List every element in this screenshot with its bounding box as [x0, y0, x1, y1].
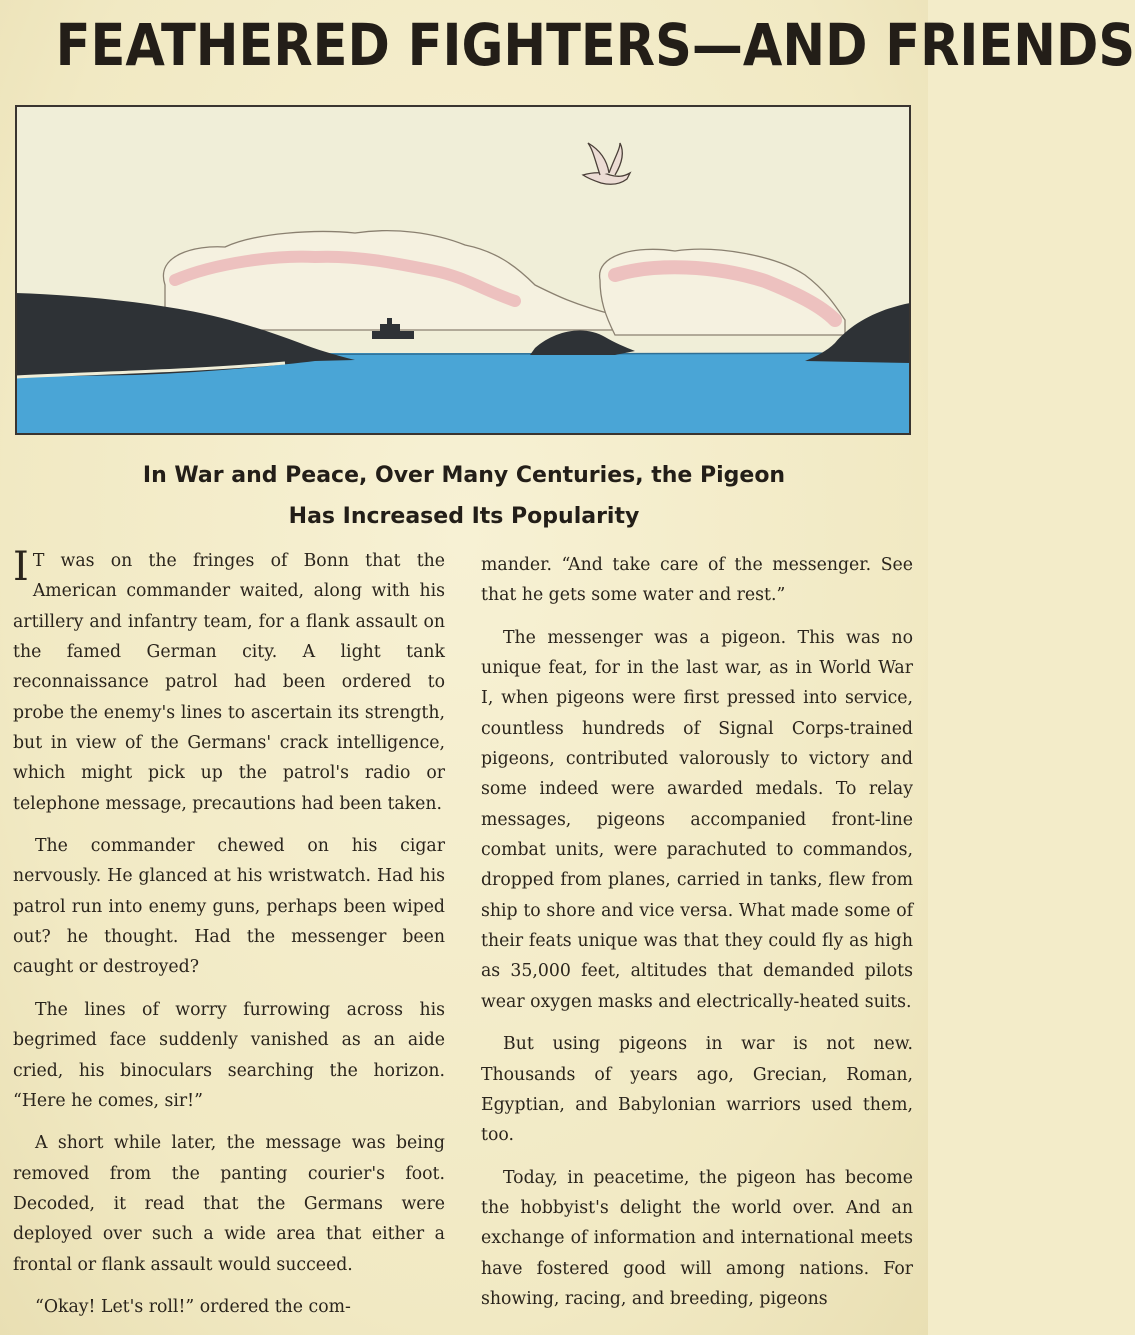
- subtitle-line-1: In War and Peace, Over Many Centuries, the Pigeon: [142, 463, 786, 488]
- left-column: [13, 546, 445, 1326]
- paragraph: mander. “And take care of the messenger. See that he gets some water and rest.”: [481, 555, 913, 606]
- seascape-illustration: [15, 105, 911, 435]
- paragraph-text: T was on the fringes of Bonn that the American commander waited, along with his artillery and infantry team, for a flank assault on the famed German city. A light tank reconnaissance patrol had been ordered to probe the enemy's lines to ascertain its strength, but in view of the Germans' crack intelligence, which might pick up the patrol's radio or telephone message, precautions had been taken.: [13, 551, 445, 814]
- paragraph: The commander chewed on his cigar nervously. He glanced at his wristwatch. Had his patrol run into enemy guns, perhaps been wiped out? he thought. Had the messenger been caught or destroyed?: [13, 836, 445, 978]
- paragraph: Today, in peacetime, the pigeon has become the hobbyist's delight the world over. And an exchange of information and international meets have fostered good will among nations. For showing, racing, and breeding, pigeons: [481, 1167, 913, 1309]
- subtitle-line-2: Has Increased Its Popularity: [288, 504, 640, 529]
- paragraph: [13, 546, 445, 819]
- page-title: FEATHERED FIGHTERS—AND FRIENDS: [55, 11, 1135, 79]
- seascape-drawing: [15, 105, 911, 435]
- paragraph: But using pigeons in war is not new. Thousands of years ago, Grecian, Roman, Egyptian, and Babylonian warriors used them, too.: [481, 1034, 913, 1146]
- paragraph: The lines of worry furrowing across his begrimed face suddenly vanished as an aide cried, his binoculars searching the horizon. “Here he comes, sir!”: [13, 999, 445, 1111]
- article-subtitle: [60, 455, 868, 537]
- paragraph: A short while later, the message was being removed from the panting courier's foot. Decoded, it read that the Germans were deployed over such a wide area that either a frontal or flank assault would succeed.: [13, 1133, 445, 1275]
- paragraph: The messenger was a pigeon. This was no unique feat, for in the last war, as in World War I, when pigeons were first pressed into service, countless hundreds of Signal Corps-trained pigeons, contributed valorously to victory and some indeed were awarded medals. To relay messages, pigeons accompanied front-line combat units, were parachuted to commandos, dropped from planes, carried in tanks, flew from ship to shore and vice versa. What made some of their feats unique was that they could fly as high as 35,000 feet, altitudes that demanded pilots wear oxygen masks and electrically-heated suits.: [481, 627, 913, 1012]
- right-column: [481, 550, 913, 1330]
- paragraph: “Okay! Let's roll!” ordered the com-: [35, 1296, 351, 1317]
- drop-cap: I: [13, 544, 29, 590]
